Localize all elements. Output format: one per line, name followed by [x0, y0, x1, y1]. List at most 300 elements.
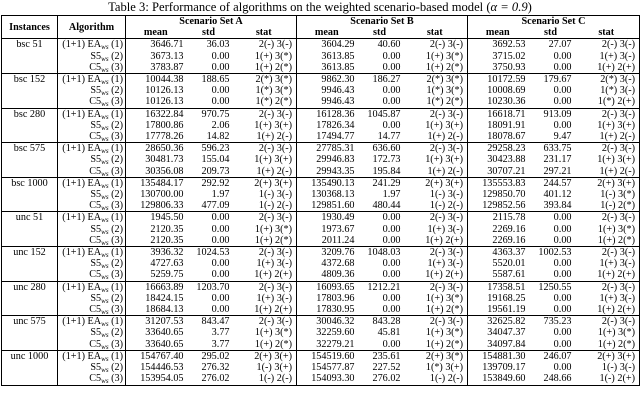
- algorithm-subscript: ws: [101, 100, 109, 109]
- algorithm-index: (3): [108, 61, 123, 73]
- stat-cell: 2(-) 3(-): [574, 39, 640, 51]
- instance-cell: [2, 166, 58, 178]
- algorithm-cell: [58, 258, 126, 269]
- mean-cell: 30046.32: [297, 316, 357, 328]
- algorithm-index: (3): [108, 200, 123, 212]
- mean-cell: 4809.36: [297, 269, 357, 281]
- mean-cell: 129850.70: [468, 189, 528, 200]
- std-cell: 0.00: [553, 327, 572, 339]
- instance-cell: bsc 51: [2, 39, 58, 51]
- algorithm-name: S5: [90, 85, 102, 97]
- algorithm-subscript: ws: [101, 123, 109, 132]
- std-cell: 0.00: [382, 338, 401, 350]
- std-cell: 195.84: [372, 165, 401, 177]
- instance-cell: [2, 327, 58, 338]
- stat-cell: 1(*) 3(-): [574, 85, 640, 96]
- algorithm-index: (3): [108, 304, 123, 316]
- instance-cell: [2, 189, 58, 200]
- stat-cell: 1(+) 3(-): [574, 258, 640, 269]
- mean-cell: 10126.13: [126, 96, 186, 108]
- caption-alpha: α = 0.9: [490, 0, 528, 14]
- std-cell: 231.17: [543, 154, 572, 166]
- mean-cell: 16322.84: [126, 108, 186, 120]
- subheader-stat: stat: [403, 27, 468, 39]
- mean-cell: 34047.37: [468, 327, 528, 338]
- algorithm-name: (1+1) EA: [62, 247, 102, 259]
- stat-cell: 1(*) 2(+): [574, 96, 640, 108]
- instance-cell: [2, 131, 58, 143]
- table-row: [2, 74, 640, 86]
- algorithm-index: (1): [108, 281, 123, 293]
- instance-cell: [2, 154, 58, 165]
- stat-cell: 1(+) 3(*): [425, 327, 463, 339]
- stat-cell: 1(+) 2(*): [254, 338, 292, 350]
- std-cell: 45.81: [377, 327, 401, 339]
- std-cell: 235.61: [357, 350, 403, 362]
- algorithm-cell: [58, 143, 126, 155]
- mean-cell: 5259.75: [126, 269, 186, 281]
- table-row: [2, 131, 640, 143]
- std-cell: 276.02: [357, 373, 403, 385]
- mean-cell: 18424.15: [126, 293, 186, 304]
- std-cell: 0.00: [186, 212, 232, 224]
- table-caption: [0, 0, 640, 15]
- mean-cell: 130368.13: [297, 189, 357, 200]
- table-row: [2, 304, 640, 316]
- stat-cell: 2(+) 3(+): [232, 350, 297, 362]
- algorithm-subscript: ws: [101, 147, 109, 155]
- table-row: [2, 166, 640, 178]
- stat-cell: 2(+) 3(+): [403, 177, 468, 189]
- algorithm-cell: [58, 304, 126, 316]
- algorithm-cell: [58, 85, 126, 96]
- mean-cell: 17803.96: [297, 293, 357, 304]
- std-cell: 0.00: [382, 96, 401, 108]
- algorithm-cell: [58, 293, 126, 304]
- algorithm-index: (1): [108, 39, 123, 51]
- std-cell: 0.00: [382, 85, 401, 97]
- algorithm-name: (1+1) EA: [62, 316, 102, 328]
- mean-cell: 17358.51: [468, 281, 528, 293]
- stat-cell: 2(-) 3(-): [403, 39, 468, 51]
- std-cell: 970.75: [186, 108, 232, 120]
- table-row: [2, 154, 640, 165]
- stat-cell: 1(+) 2(+): [574, 304, 640, 316]
- mean-cell: 10126.13: [126, 85, 186, 96]
- stat-cell: 2(-) 3(-): [574, 143, 640, 155]
- algorithm-name: C5: [89, 234, 102, 246]
- std-cell: 636.60: [357, 143, 403, 155]
- stat-cell: 1(+) 3(-): [574, 51, 640, 62]
- algorithm-cell: [58, 269, 126, 281]
- std-cell: 0.00: [553, 258, 572, 270]
- table-row: [2, 51, 640, 62]
- algorithm-subscript: ws: [101, 43, 109, 51]
- instance-cell: [2, 96, 58, 108]
- mean-cell: 17494.77: [297, 131, 357, 143]
- algorithm-index: (1): [108, 212, 123, 224]
- instance-cell: [2, 51, 58, 62]
- header-scenario-b: Scenario Set B: [297, 16, 468, 28]
- mean-cell: 154881.30: [468, 350, 528, 362]
- mean-cell: 18078.67: [468, 131, 528, 143]
- stat-cell: 1(+) 2(+): [425, 234, 463, 246]
- algorithm-index: (1): [108, 74, 123, 86]
- mean-cell: 154577.87: [297, 362, 357, 373]
- subheader-mean: mean: [126, 27, 186, 39]
- algorithm-index: (3): [108, 131, 123, 143]
- std-cell: 9.47: [553, 131, 572, 143]
- algorithm-cell: [58, 96, 126, 108]
- mean-cell: 154093.30: [297, 373, 357, 385]
- subheader-std: std: [186, 27, 232, 39]
- algorithm-index: (2): [108, 327, 123, 339]
- algorithm-index: (1): [108, 143, 123, 155]
- stat-cell: 1(+) 3(-): [427, 258, 463, 270]
- mean-cell: 2120.35: [126, 235, 186, 247]
- algorithm-cell: [58, 166, 126, 178]
- std-cell: 248.66: [528, 373, 574, 385]
- mean-cell: 10044.38: [126, 74, 186, 86]
- mean-cell: 139709.17: [468, 362, 528, 373]
- mean-cell: 135490.13: [297, 177, 357, 189]
- std-cell: 14.82: [206, 131, 230, 143]
- stat-cell: 1(+) 2(*): [425, 61, 463, 73]
- mean-cell: 29258.23: [468, 143, 528, 155]
- mean-cell: 3604.29: [297, 39, 357, 51]
- algorithm-subscript: ws: [101, 169, 109, 178]
- table-row: [2, 258, 640, 269]
- algorithm-name: (1+1) EA: [62, 212, 102, 224]
- subheader-std: std: [357, 27, 403, 39]
- mean-cell: 129852.56: [468, 200, 528, 212]
- mean-cell: 30423.88: [468, 154, 528, 165]
- std-cell: 40.60: [357, 39, 403, 51]
- stat-cell: 1(+) 2(*): [254, 61, 292, 73]
- std-cell: 0.00: [553, 292, 572, 304]
- table-row: [2, 224, 640, 235]
- stat-cell: 1(+) 2(-): [574, 166, 640, 178]
- algorithm-subscript: ws: [101, 158, 109, 166]
- stat-cell: 2(-) 3(-): [403, 143, 468, 155]
- std-cell: 3.77: [211, 327, 230, 339]
- stat-cell: 1(+) 3(*): [254, 223, 292, 235]
- stat-cell: 1(+) 3(+): [425, 154, 463, 166]
- table-row: [2, 269, 640, 281]
- std-cell: 0.00: [382, 50, 401, 62]
- algorithm-index: (1): [108, 177, 123, 189]
- table-row: [2, 316, 640, 328]
- algorithm-index: (3): [108, 373, 123, 385]
- algorithm-index: (1): [108, 247, 123, 259]
- algorithm-subscript: ws: [101, 65, 109, 74]
- stat-cell: 2(-) 3(-): [403, 281, 468, 293]
- algorithm-cell: [58, 131, 126, 143]
- mean-cell: 9946.43: [297, 96, 357, 108]
- instance-cell: [2, 339, 58, 351]
- mean-cell: 2269.16: [468, 235, 528, 247]
- mean-cell: 3783.87: [126, 62, 186, 74]
- mean-cell: 3646.71: [126, 39, 186, 51]
- std-cell: 0.00: [553, 223, 572, 235]
- mean-cell: 18091.91: [468, 120, 528, 131]
- algorithm-name: (1+1) EA: [62, 143, 102, 155]
- subheader-std: std: [528, 27, 574, 39]
- std-cell: 477.09: [201, 200, 230, 212]
- algorithm-name: S5: [90, 223, 102, 235]
- table-row: [2, 327, 640, 338]
- mean-cell: 130700.00: [126, 189, 186, 200]
- mean-cell: 32279.21: [297, 339, 357, 351]
- algorithm-cell: [58, 212, 126, 224]
- table-row: [2, 293, 640, 304]
- stat-cell: 1(-) 3(*): [574, 189, 640, 200]
- table-row: [2, 339, 640, 351]
- algorithm-cell: [58, 189, 126, 200]
- algorithm-cell: [58, 247, 126, 259]
- mean-cell: 29943.35: [297, 166, 357, 178]
- std-cell: 735.23: [528, 316, 574, 328]
- stat-cell: 1(+) 2(*): [574, 339, 640, 351]
- std-cell: 0.00: [553, 50, 572, 62]
- instance-cell: [2, 269, 58, 281]
- stat-cell: 2(-) 3(-): [574, 108, 640, 120]
- algorithm-name: (1+1) EA: [62, 74, 102, 86]
- instance-cell: [2, 293, 58, 304]
- std-cell: 1024.53: [186, 247, 232, 259]
- subheader-mean: mean: [468, 27, 528, 39]
- algorithm-cell: [58, 39, 126, 51]
- mean-cell: 3936.32: [126, 247, 186, 259]
- instance-cell: [2, 120, 58, 131]
- algorithm-index: (3): [108, 338, 123, 350]
- std-cell: 0.00: [553, 234, 572, 246]
- instance-cell: [2, 362, 58, 373]
- algorithm-subscript: ws: [101, 204, 109, 212]
- instance-cell: [2, 373, 58, 385]
- instance-cell: [2, 258, 58, 269]
- stat-cell: 1(+) 3(*): [574, 224, 640, 235]
- std-cell: 227.52: [372, 362, 401, 374]
- std-cell: 0.00: [357, 212, 403, 224]
- subheader-stat: stat: [232, 27, 297, 39]
- stat-cell: 1(*) 3(+): [425, 362, 463, 374]
- instance-cell: [2, 304, 58, 316]
- stat-cell: 1(+) 3(-): [427, 223, 463, 235]
- caption-text: Table 3: Performance of algorithms on the weighted scenario-based model (: [108, 0, 491, 14]
- caption-close: ): [527, 0, 532, 14]
- algorithm-subscript: ws: [101, 238, 109, 247]
- mean-cell: 154767.40: [126, 350, 186, 362]
- std-cell: 297.21: [543, 165, 572, 177]
- stat-cell: 1(+) 3(+): [254, 119, 292, 131]
- instance-cell: [2, 85, 58, 96]
- algorithm-index: (2): [108, 50, 123, 62]
- std-cell: 1.97: [382, 189, 401, 201]
- std-cell: 0.00: [382, 269, 401, 281]
- stat-cell: 1(+) 2(+): [254, 304, 292, 316]
- mean-cell: 3750.93: [468, 62, 528, 74]
- algorithm-subscript: ws: [101, 135, 109, 143]
- std-cell: 0.00: [211, 96, 230, 108]
- algorithm-cell: [58, 177, 126, 189]
- table-row: [2, 85, 640, 96]
- header-row: [2, 16, 640, 28]
- algorithm-subscript: ws: [101, 216, 109, 224]
- mean-cell: 1930.49: [297, 212, 357, 224]
- stat-cell: 1(-) 3(-): [258, 189, 292, 201]
- stat-cell: 2(*) 3(*): [232, 74, 297, 86]
- algorithm-index: (3): [108, 269, 123, 281]
- algorithm-subscript: ws: [101, 89, 109, 97]
- mean-cell: 10172.59: [468, 74, 528, 86]
- stat-cell: 2(*) 3(-): [574, 74, 640, 86]
- mean-cell: 34097.84: [468, 339, 528, 351]
- table-row: [2, 212, 640, 224]
- algorithm-subscript: ws: [101, 273, 109, 282]
- algorithm-subscript: ws: [101, 308, 109, 316]
- std-cell: 2.06: [211, 119, 230, 131]
- algorithm-cell: [58, 281, 126, 293]
- std-cell: 0.00: [553, 96, 572, 108]
- mean-cell: 3715.02: [468, 51, 528, 62]
- std-cell: 3.77: [211, 338, 230, 350]
- std-cell: 0.00: [553, 119, 572, 131]
- algorithm-cell: [58, 235, 126, 247]
- stat-cell: 1(+) 2(+): [425, 269, 463, 281]
- std-cell: 172.73: [372, 154, 401, 166]
- algorithm-subscript: ws: [101, 285, 109, 293]
- stat-cell: 2(-) 3(-): [232, 108, 297, 120]
- algorithm-index: (2): [108, 362, 123, 374]
- std-cell: 843.28: [357, 316, 403, 328]
- algorithm-subscript: ws: [101, 377, 109, 385]
- instance-cell: [2, 62, 58, 74]
- algorithm-cell: [58, 224, 126, 235]
- algorithm-cell: [58, 154, 126, 165]
- algorithm-cell: [58, 51, 126, 62]
- std-cell: 186.27: [357, 74, 403, 86]
- algorithm-index: (2): [108, 292, 123, 304]
- mean-cell: 16618.71: [468, 108, 528, 120]
- algorithm-subscript: ws: [101, 227, 109, 235]
- stat-cell: 1(*) 2(*): [426, 96, 463, 108]
- algorithm-index: (1): [108, 316, 123, 328]
- stat-cell: 1(+) 2(-): [256, 131, 292, 143]
- std-cell: 1212.21: [357, 281, 403, 293]
- std-cell: 188.65: [186, 74, 232, 86]
- mean-cell: 16128.36: [297, 108, 357, 120]
- stat-cell: 2(-) 3(-): [232, 143, 297, 155]
- table-row: [2, 362, 640, 373]
- table-row: [2, 177, 640, 189]
- stat-cell: 1(+) 3(+): [574, 120, 640, 131]
- algorithm-subscript: ws: [101, 78, 109, 86]
- instance-cell: bsc 280: [2, 108, 58, 120]
- stat-cell: 1(+) 2(+): [254, 269, 292, 281]
- mean-cell: 31207.53: [126, 316, 186, 328]
- algorithm-name: C5: [89, 373, 102, 385]
- algorithm-name: (1+1) EA: [62, 108, 102, 120]
- stat-cell: 1(-) 2(*): [574, 200, 640, 212]
- stat-cell: 2(-) 3(-): [403, 212, 468, 224]
- stat-cell: 2(-) 3(-): [232, 39, 297, 51]
- stat-cell: 1(*) 3(*): [255, 85, 292, 97]
- std-cell: 393.84: [543, 200, 572, 212]
- std-cell: 0.00: [211, 258, 230, 270]
- mean-cell: 17800.86: [126, 120, 186, 131]
- mean-cell: 5520.01: [468, 258, 528, 269]
- mean-cell: 3613.85: [297, 62, 357, 74]
- stat-cell: 1(-) 2(-): [403, 373, 468, 385]
- std-cell: 0.00: [211, 269, 230, 281]
- std-cell: 276.32: [201, 362, 230, 374]
- std-cell: 0.00: [211, 304, 230, 316]
- mean-cell: 154446.53: [126, 362, 186, 373]
- stat-cell: 2(-) 3(-): [232, 212, 297, 224]
- algorithm-index: (1): [108, 350, 123, 362]
- mean-cell: 10008.69: [468, 85, 528, 96]
- algorithm-subscript: ws: [101, 366, 109, 374]
- mean-cell: 19561.19: [468, 304, 528, 316]
- algorithm-subscript: ws: [101, 54, 109, 62]
- std-cell: 0.00: [211, 61, 230, 73]
- stat-cell: 2(-) 3(-): [574, 316, 640, 328]
- mean-cell: 2120.35: [126, 224, 186, 235]
- header-algorithm: Algorithm: [58, 16, 126, 39]
- stat-cell: 2(-) 3(-): [574, 247, 640, 259]
- algorithm-name: (1+1) EA: [62, 281, 102, 293]
- mean-cell: 154519.60: [297, 350, 357, 362]
- table-row: [2, 373, 640, 385]
- stat-cell: 1(-) 3(+): [256, 362, 292, 374]
- std-cell: 27.07: [528, 39, 574, 51]
- std-cell: 155.04: [201, 154, 230, 166]
- algorithm-name: C5: [89, 304, 102, 316]
- mean-cell: 3613.85: [297, 51, 357, 62]
- std-cell: 1002.53: [528, 247, 574, 259]
- mean-cell: 4372.68: [297, 258, 357, 269]
- std-cell: 0.00: [382, 304, 401, 316]
- stat-cell: 1(+) 3(+): [574, 154, 640, 165]
- instance-cell: [2, 200, 58, 212]
- stat-cell: 1(+) 3(*): [254, 327, 292, 339]
- algorithm-subscript: ws: [101, 193, 109, 201]
- mean-cell: 3673.13: [126, 51, 186, 62]
- stat-cell: 1(+) 3(+): [254, 154, 292, 166]
- table-row: [2, 281, 640, 293]
- algorithm-name: C5: [89, 131, 102, 143]
- mean-cell: 17830.95: [297, 304, 357, 316]
- std-cell: 1048.03: [357, 247, 403, 259]
- mean-cell: 32259.60: [297, 327, 357, 338]
- std-cell: 0.00: [382, 258, 401, 270]
- std-cell: 276.02: [186, 373, 232, 385]
- algorithm-name: (1+1) EA: [62, 177, 102, 189]
- stat-cell: 2(-) 3(-): [574, 281, 640, 293]
- stat-cell: 1(+) 2(-): [427, 165, 463, 177]
- stat-cell: 1(+) 2(*): [254, 234, 292, 246]
- mean-cell: 30481.73: [126, 154, 186, 165]
- instance-cell: bsc 1000: [2, 177, 58, 189]
- algorithm-index: (2): [108, 223, 123, 235]
- std-cell: 0.00: [382, 223, 401, 235]
- stat-cell: 1(+) 3(*): [574, 327, 640, 338]
- algorithm-cell: [58, 339, 126, 351]
- std-cell: 0.00: [211, 292, 230, 304]
- stat-cell: 1(+) 2(*): [425, 338, 463, 350]
- std-cell: 1045.87: [357, 108, 403, 120]
